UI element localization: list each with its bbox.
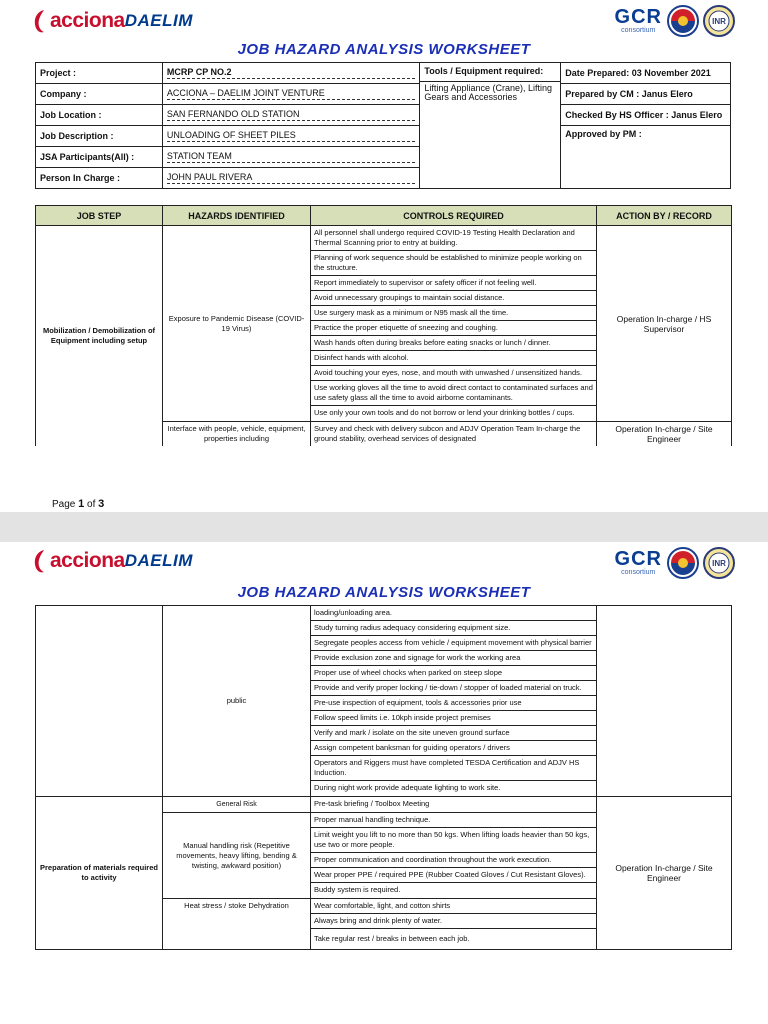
inr-seal-icon [702, 546, 736, 580]
control-item: Take regular rest / breaks in between each job. [314, 934, 470, 943]
control-item: Always bring and drink plenty of water. [311, 914, 596, 929]
control-item: Use working gloves all the time to avoid direct contact to contaminated surfaces and use safety glass all the time to avoid airborne contaminants. [311, 381, 596, 406]
control-item: During night work provide adequate lighting to work site. [314, 783, 501, 792]
control-item: Use only your own tools and do not borrow or lend your drinking bottles / cups. [314, 408, 575, 417]
document-page-2 [0, 542, 768, 1024]
action-public [597, 606, 732, 797]
gcr-inr-logo [615, 4, 736, 38]
control-item: Limit weight you lift to no more than 50 kgs. When lifting loads heavier than 50 kgs, use two or more people. [311, 828, 596, 853]
control-item: Wear proper PPE / required PPE (Rubber Coated Gloves / Cut Resistant Gloves). [311, 868, 596, 883]
document-title: JOB HAZARD ANALYSIS WORKSHEET [237, 584, 531, 601]
svg-text:INR: INR [712, 17, 726, 26]
acciona-mark-icon [32, 548, 48, 574]
action-covid: Operation In-charge / HS Supervisor [597, 226, 732, 422]
company-value: ACCIONA – DAELIM JOINT VENTURE [162, 84, 420, 105]
control-item: Avoid touching your eyes, nose, and mouth with unwashed / unsensitized hands. [311, 366, 596, 381]
project-value: MCRP CP NO.2 [162, 63, 420, 84]
hazard-heat-stress: Heat stress / stoke Dehydration [163, 899, 311, 950]
person-label: Person In Charge : [36, 168, 163, 189]
controls-public [311, 606, 597, 797]
hazard-table-page-1 [35, 205, 732, 446]
job-info-table [35, 62, 731, 189]
person-value: JOHN PAUL RIVERA [162, 168, 420, 189]
project-label: Project : [36, 63, 163, 84]
prepared-by: Prepared by CM : Janus Elero [561, 84, 731, 105]
description-label: Job Description : [36, 126, 163, 147]
control-item: Buddy system is required. [314, 885, 401, 894]
hazard-table-page-2 [35, 605, 732, 950]
job-step-mobilization-cont [36, 606, 163, 797]
acciona-daelim-logo [32, 546, 193, 576]
control-item: loading/unloading area. [311, 606, 596, 621]
location-value: SAN FERNANDO OLD STATION [162, 105, 420, 126]
controls-covid [311, 226, 597, 422]
controls-heat-stress [311, 899, 597, 950]
action-preparation: Operation In-charge / Site Engineer [597, 797, 732, 950]
control-item: Proper use of wheel chocks when parked on steep slope [311, 666, 596, 681]
control-item: Disinfect hands with alcohol. [311, 351, 596, 366]
control-item: Wear comfortable, light, and cotton shirts [311, 899, 596, 914]
acciona-mark-icon [32, 8, 48, 34]
job-step-mobilization: Mobilization / Demobilization of Equipment including setup [36, 226, 163, 447]
col-header-hazards: HAZARDS IDENTIFIED [163, 206, 311, 226]
acciona-daelim-logo [32, 6, 193, 36]
col-header-controls: CONTROLS REQUIRED [311, 206, 597, 226]
svg-text:INR: INR [712, 559, 726, 568]
participants-label: JSA Participants(All) : [36, 147, 163, 168]
control-item: Pre-task briefing / Toolbox Meeting [314, 799, 430, 808]
hazard-public: public [163, 606, 311, 797]
control-item: Assign competent banksman for guiding operators / drivers [311, 741, 596, 756]
controls-manual-handling [311, 813, 597, 899]
hazard-general: General Risk [163, 797, 311, 813]
hazard-manual-handling: Manual handling risk (Repetitive movements, heavy lifting, bending & twisting, awkward position) [163, 813, 311, 899]
control-item: Pre-use inspection of equipment, tools & accessories prior use [311, 696, 596, 711]
controls-interface [311, 422, 597, 447]
control-item: Wash hands often during breaks before eating snacks or lunch / dinner. [311, 336, 596, 351]
document-title: JOB HAZARD ANALYSIS WORKSHEET [237, 41, 531, 58]
approved-by: Approved by PM : [561, 126, 731, 189]
gcr-inr-logo [615, 546, 736, 580]
control-item: Use surgery mask as a minimum or N95 mask all the time. [311, 306, 596, 321]
control-item: Study turning radius adequacy considering equipment size. [311, 621, 596, 636]
control-item: Provide and verify proper locking / tie-down / stopper of loaded material on truck. [311, 681, 596, 696]
location-label: Job Location : [36, 105, 163, 126]
tools-cell [420, 63, 561, 189]
gcr-emblem-icon [666, 546, 700, 580]
logo-daelim-text: DAELIM [124, 11, 193, 30]
tools-label: Tools / Equipment required: [424, 66, 544, 76]
checked-by: Checked By HS Officer : Janus Elero [561, 105, 731, 126]
logo-daelim-text: DAELIM [124, 551, 193, 570]
logo-acciona-text: acciona [50, 549, 125, 572]
participants-value: STATION TEAM [162, 147, 420, 168]
gcr-emblem-icon [666, 4, 700, 38]
company-label: Company : [36, 84, 163, 105]
logo-gcr-text: GCR [614, 6, 662, 28]
tools-value: Lifting Appliance (Crane), Lifting Gears and Accessories [420, 81, 560, 104]
inr-seal-icon [702, 4, 736, 38]
control-item: Avoid unnecessary groupings to maintain social distance. [311, 291, 596, 306]
action-interface: Operation In-charge / Site Engineer [597, 422, 732, 447]
control-item: Proper communication and coordination throughout the work execution. [311, 853, 596, 868]
logo-consortium-text: consortium [621, 569, 656, 576]
control-item: Provide exclusion zone and signage for work the working area [311, 651, 596, 666]
page-number: Page 1 of 3 [52, 498, 105, 510]
description-value: UNLOADING OF SHEET PILES [162, 126, 420, 147]
col-header-job-step: JOB STEP [36, 206, 163, 226]
controls-general [311, 797, 597, 813]
job-step-preparation: Preparation of materials required to activity [36, 797, 163, 950]
control-item: Segregate peoples access from vehicle / equipment movement with physical barrier [311, 636, 596, 651]
control-item: Operators and Riggers must have completed TESDA Certification and ADJV HS Induction. [311, 756, 596, 781]
logo-consortium-text: consortium [621, 27, 656, 34]
control-item: Report immediately to supervisor or safety officer if not feeling well. [311, 276, 596, 291]
control-item: Follow speed limits i.e. 10kph inside project premises [311, 711, 596, 726]
page-separator [0, 512, 768, 542]
logo-gcr-text: GCR [614, 548, 662, 570]
logo-acciona-text: acciona [50, 9, 125, 32]
date-prepared: Date Prepared: 03 November 2021 [561, 63, 731, 84]
control-item: Practice the proper etiquette of sneezing and coughing. [311, 321, 596, 336]
control-item: Proper manual handling technique. [311, 813, 596, 828]
control-item: Planning of work sequence should be established to minimize people working on the structure. [311, 251, 596, 276]
control-item: Survey and check with delivery subcon and ADJV Operation Team In-charge the ground stability, overhead services of designated [314, 424, 581, 443]
control-item: All personnel shall undergo required COVID-19 Testing Health Declaration and Thermal Scanning prior to entry at building. [311, 226, 596, 251]
col-header-action: ACTION BY / RECORD [597, 206, 732, 226]
hazard-covid: Exposure to Pandemic Disease (COVID-19 Virus) [163, 226, 311, 422]
hazard-interface: Interface with people, vehicle, equipment, properties including [163, 422, 311, 447]
control-item: Verify and mark / isolate on the site uneven ground surface [311, 726, 596, 741]
